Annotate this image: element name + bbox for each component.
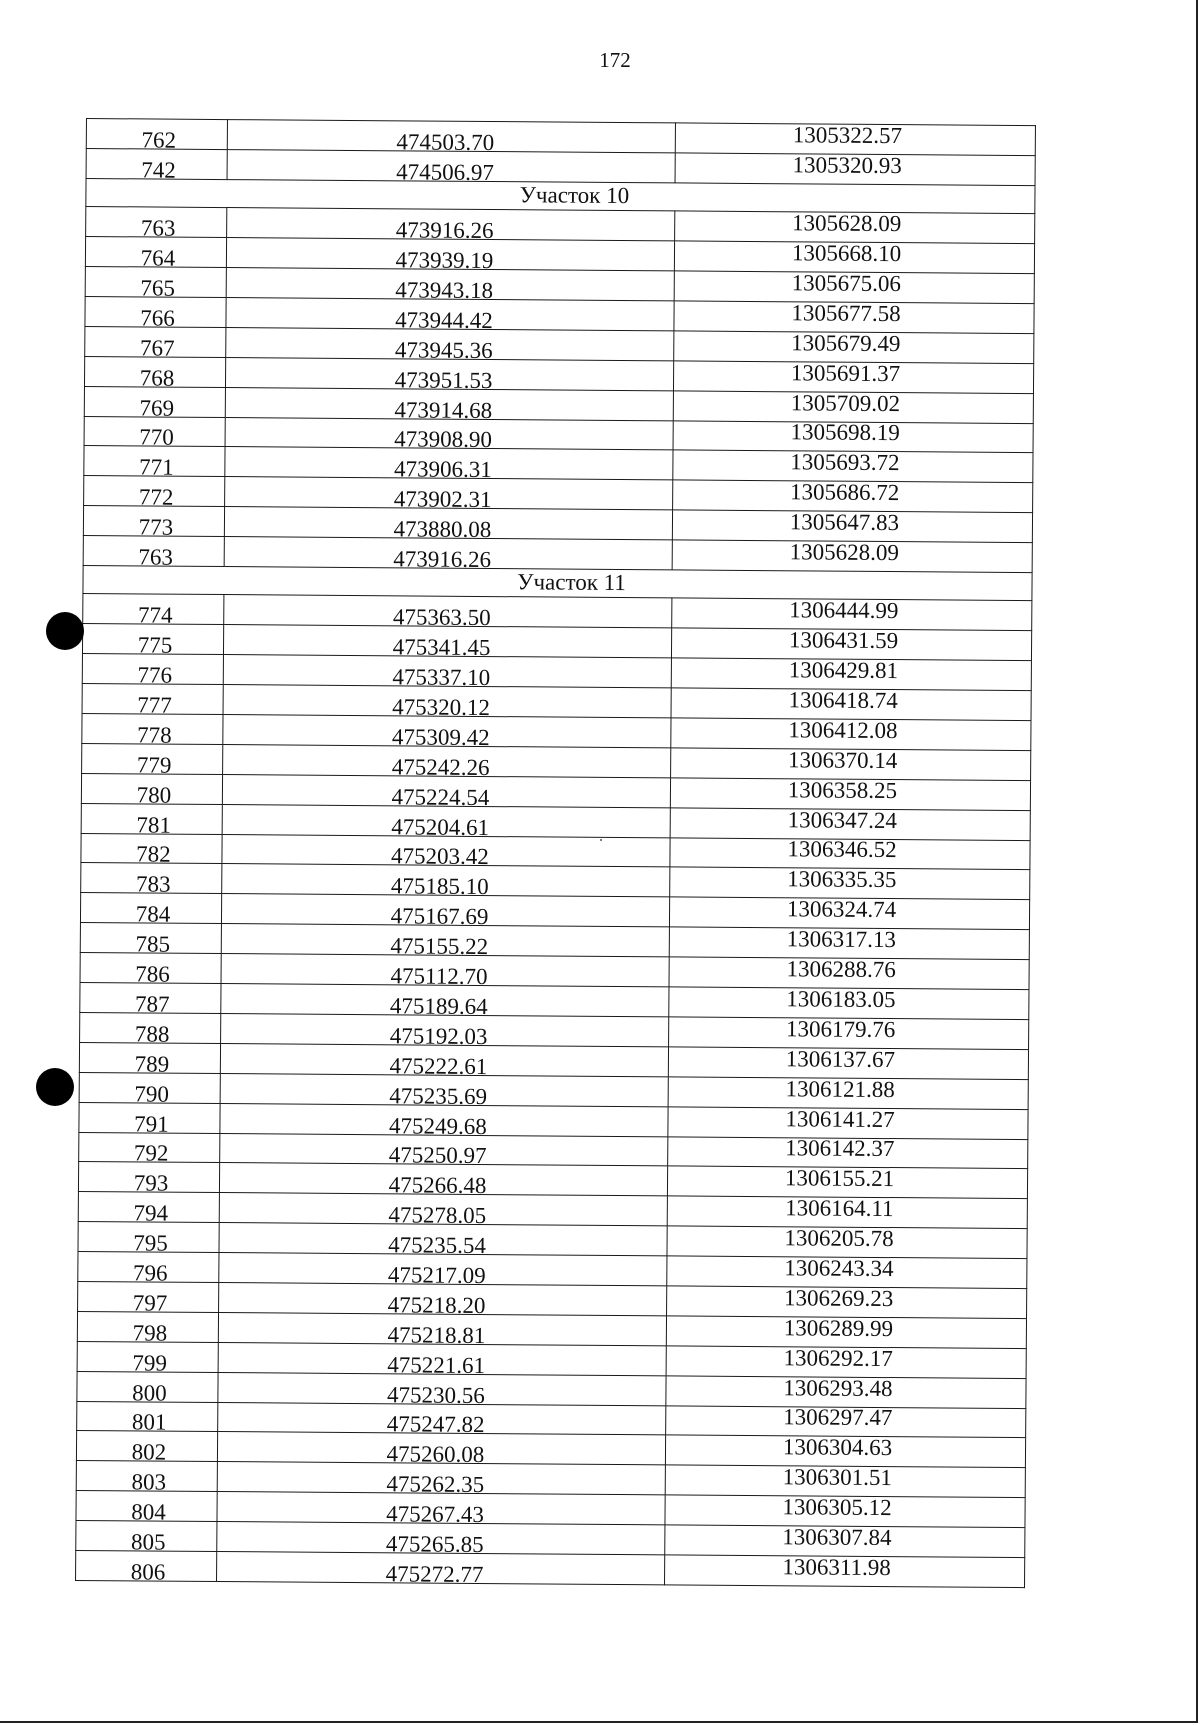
y-coordinate: 1305698.19	[790, 419, 900, 446]
point-number: 797	[132, 1290, 168, 1316]
point-number: 781	[136, 811, 172, 838]
point-number-cell	[81, 773, 222, 808]
y-coordinate: 1305647.83	[789, 509, 900, 536]
y-coordinate: 1306307.84	[782, 1524, 892, 1551]
y-coordinate-cell	[666, 1376, 1026, 1409]
x-coordinate: 475185.10	[390, 873, 489, 900]
point-number: 767	[139, 335, 175, 361]
x-coordinate: 475249.68	[388, 1112, 487, 1139]
point-number: 795	[133, 1230, 168, 1256]
y-coordinate: 1305628.09	[792, 210, 902, 237]
y-coordinate: 1306301.51	[782, 1464, 893, 1491]
y-coordinate-cell	[674, 241, 1034, 274]
y-coordinate-cell	[671, 628, 1031, 661]
point-number: 773	[138, 514, 174, 540]
y-coordinate: 1306418.74	[788, 687, 898, 714]
binder-hole	[36, 1068, 74, 1106]
y-coordinate: 1306243.34	[784, 1255, 894, 1282]
point-number-cell	[80, 1012, 221, 1047]
x-coordinate: 473939.19	[395, 247, 494, 274]
y-coordinate: 1306324.74	[786, 896, 897, 923]
point-number-cell	[80, 953, 221, 987]
x-coordinate: 473943.18	[395, 277, 494, 304]
y-coordinate-cell	[671, 718, 1031, 751]
point-number-cell	[84, 446, 225, 480]
y-coordinate: 1306346.52	[787, 836, 897, 863]
y-coordinate-cell	[672, 540, 1032, 573]
y-coordinate: 1306205.78	[784, 1225, 894, 1252]
y-coordinate: 1305677.58	[791, 300, 901, 326]
y-coordinate-cell	[673, 450, 1033, 483]
point-number-cell	[79, 1102, 220, 1137]
point-number: 805	[130, 1529, 166, 1555]
x-coordinate-cell	[227, 120, 675, 153]
point-number: 764	[140, 245, 176, 271]
y-coordinate-cell	[674, 301, 1034, 334]
x-coordinate: 475203.42	[390, 843, 489, 870]
point-number-cell	[82, 624, 223, 658]
y-coordinate: 1306431.59	[788, 627, 899, 654]
section-title: Участок 11	[517, 569, 626, 596]
x-coordinate: 475337.10	[392, 664, 491, 691]
x-coordinate: 473945.36	[394, 337, 493, 363]
y-coordinate-cell	[665, 1435, 1025, 1468]
point-number-cell	[83, 506, 224, 540]
point-number-cell	[82, 684, 223, 718]
point-number-cell	[79, 1132, 220, 1167]
point-number-cell	[82, 714, 223, 748]
y-coordinate-cell	[667, 1196, 1027, 1229]
point-number: 791	[134, 1110, 169, 1137]
y-coordinate: 1306121.88	[785, 1075, 895, 1102]
y-coordinate: 1306288.76	[786, 956, 896, 983]
point-number: 798	[132, 1320, 168, 1346]
y-coordinate-cell	[669, 1017, 1029, 1050]
x-coordinate: 475192.03	[389, 1023, 488, 1049]
point-number-cell	[80, 983, 221, 1017]
section-title: Участок 10	[519, 182, 630, 209]
x-coordinate: 475204.61	[391, 813, 490, 840]
point-number-cell	[77, 1401, 218, 1436]
y-coordinate: 1306289.99	[783, 1315, 894, 1341]
y-coordinate-cell	[667, 1256, 1027, 1289]
point-number: 777	[137, 692, 172, 718]
y-coordinate-cell	[671, 748, 1031, 781]
y-coordinate: 1306429.81	[788, 657, 899, 684]
y-coordinate-cell	[670, 867, 1030, 900]
point-number-cell	[86, 148, 227, 183]
x-coordinate: 475266.48	[388, 1172, 487, 1199]
x-coordinate: 475222.61	[389, 1053, 488, 1079]
point-number: 786	[135, 961, 170, 987]
point-number-cell	[85, 326, 226, 361]
point-number-cell	[84, 476, 225, 510]
x-coordinate: 475235.69	[389, 1082, 488, 1109]
x-coordinate: 475217.09	[387, 1262, 486, 1288]
y-coordinate: 1305691.37	[790, 359, 901, 386]
point-number-cell	[86, 119, 227, 153]
point-number: 766	[140, 305, 175, 331]
x-coordinate: 475265.85	[385, 1531, 484, 1557]
point-number-cell	[76, 1550, 217, 1585]
point-number-cell	[82, 654, 223, 688]
point-number: 765	[140, 275, 176, 301]
x-coordinate: 475155.22	[390, 933, 489, 960]
y-coordinate-cell	[669, 957, 1029, 990]
binder-hole	[46, 612, 84, 650]
page-number: 172	[599, 48, 631, 72]
point-number: 771	[139, 454, 174, 480]
y-coordinate: 1306137.67	[785, 1045, 896, 1072]
x-coordinate: 473908.90	[394, 426, 493, 453]
point-number-cell	[84, 356, 225, 391]
point-number-cell	[81, 803, 222, 838]
x-coordinate: 473916.26	[393, 546, 492, 573]
x-coordinate: 475272.77	[385, 1561, 484, 1587]
y-coordinate-cell	[667, 1226, 1027, 1259]
point-number: 742	[141, 157, 176, 183]
y-coordinate-cell	[675, 123, 1035, 156]
point-number-cell	[85, 267, 226, 301]
point-number: 776	[137, 662, 173, 688]
point-number: 763	[138, 544, 174, 570]
point-number: 778	[137, 722, 172, 748]
x-coordinate: 475260.08	[386, 1441, 485, 1468]
point-number-cell	[84, 416, 225, 451]
y-coordinate: 1306179.76	[785, 1016, 896, 1042]
point-number-cell	[76, 1461, 217, 1495]
y-coordinate: 1305668.10	[791, 240, 902, 267]
point-number: 770	[139, 424, 174, 451]
y-coordinate-cell	[674, 331, 1034, 364]
y-coordinate-cell	[672, 598, 1032, 631]
y-coordinate-cell	[666, 1346, 1026, 1379]
point-number-cell	[78, 1192, 219, 1226]
y-coordinate: 1306141.27	[785, 1105, 895, 1132]
x-coordinate: 475363.50	[392, 604, 491, 631]
y-coordinate: 1306183.05	[786, 986, 896, 1013]
x-coordinate: 475218.20	[387, 1292, 486, 1318]
point-number: 775	[137, 632, 173, 658]
y-coordinate-cell	[665, 1465, 1025, 1498]
y-coordinate-cell	[668, 1136, 1028, 1169]
point-number-cell	[83, 594, 224, 629]
x-coordinate-cell	[227, 208, 675, 244]
y-coordinate: 1305693.72	[790, 449, 900, 476]
y-coordinate: 1305322.57	[792, 122, 903, 149]
coordinates-table-wrapper	[75, 118, 1032, 1588]
x-coordinate: 475189.64	[389, 993, 488, 1019]
point-number-cell	[80, 923, 221, 957]
x-coordinate: 473902.31	[393, 486, 492, 513]
y-coordinate-cell	[666, 1316, 1026, 1349]
x-coordinate: 475224.54	[391, 784, 490, 810]
table-row	[76, 1550, 1025, 1587]
y-coordinate: 1306297.47	[783, 1404, 893, 1431]
y-coordinate: 1306164.11	[785, 1195, 894, 1222]
point-number: 792	[133, 1140, 169, 1167]
y-coordinate: 1306155.21	[784, 1165, 895, 1192]
x-coordinate: 474503.70	[396, 129, 495, 155]
x-coordinate: 475262.35	[386, 1471, 485, 1498]
x-coordinate: 474506.97	[396, 159, 495, 185]
point-number: 780	[136, 782, 172, 808]
point-number: 768	[139, 365, 175, 391]
coordinates-table	[75, 118, 1036, 1588]
y-coordinate-cell	[672, 510, 1032, 543]
point-number: 796	[132, 1260, 168, 1286]
point-number-cell	[81, 833, 222, 868]
point-number-cell	[78, 1252, 219, 1286]
point-number: 806	[130, 1559, 166, 1585]
y-coordinate: 1306444.99	[789, 597, 899, 624]
x-coordinate: 475278.05	[388, 1202, 487, 1229]
point-number-cell	[79, 1042, 220, 1077]
y-coordinate: 1305675.06	[791, 270, 901, 297]
y-coordinate: 1306311.98	[782, 1554, 891, 1580]
y-coordinate-cell	[668, 1077, 1028, 1110]
x-coordinate: 475218.81	[387, 1322, 486, 1348]
y-coordinate-cell	[669, 987, 1029, 1020]
point-number: 802	[131, 1439, 167, 1465]
y-coordinate: 1306358.25	[787, 776, 898, 803]
y-coordinate-cell	[665, 1525, 1025, 1558]
x-coordinate: 475341.45	[392, 634, 491, 661]
point-number-cell	[77, 1311, 218, 1346]
y-coordinate-cell	[675, 153, 1035, 186]
x-coordinate: 475242.26	[391, 754, 490, 780]
x-coordinate: 475235.54	[388, 1232, 487, 1259]
y-coordinate: 1305320.93	[792, 152, 902, 178]
y-coordinate-cell	[673, 480, 1033, 513]
x-coordinate: 475250.97	[388, 1142, 487, 1169]
x-coordinate: 475247.82	[386, 1411, 485, 1438]
x-coordinate: 473880.08	[393, 516, 492, 543]
x-coordinate: 473951.53	[394, 366, 493, 393]
y-coordinate-cell	[670, 837, 1030, 870]
x-coordinate: 475230.56	[386, 1381, 485, 1408]
y-coordinate-cell	[671, 658, 1031, 691]
y-coordinate-cell	[675, 211, 1035, 244]
point-number: 784	[135, 901, 171, 927]
coordinates-table-body	[76, 119, 1036, 1588]
point-number: 800	[132, 1379, 167, 1406]
y-coordinate: 1306335.35	[787, 866, 897, 893]
point-number: 763	[140, 215, 176, 241]
point-number-cell	[79, 1072, 220, 1107]
point-number-cell	[78, 1222, 219, 1256]
x-coordinate: 475267.43	[386, 1501, 484, 1528]
y-coordinate: 1306293.48	[783, 1374, 893, 1401]
point-number: 804	[131, 1499, 166, 1525]
y-coordinate: 1305709.02	[790, 389, 901, 416]
y-coordinate: 1306304.63	[782, 1434, 893, 1461]
y-coordinate-cell	[669, 927, 1029, 960]
point-number: 769	[139, 394, 175, 421]
y-coordinate-cell	[665, 1495, 1025, 1528]
y-coordinate-cell	[667, 1286, 1027, 1319]
scan-speck	[600, 839, 602, 841]
y-coordinate-cell	[668, 1047, 1028, 1080]
point-number: 799	[132, 1350, 168, 1376]
x-coordinate: 473944.42	[395, 307, 493, 333]
point-number: 803	[131, 1469, 167, 1495]
y-coordinate-cell	[666, 1405, 1026, 1438]
point-number: 772	[138, 484, 174, 510]
point-number-cell	[86, 207, 227, 241]
y-coordinate: 1306142.37	[785, 1135, 895, 1162]
point-number: 787	[135, 991, 170, 1017]
point-number-cell	[76, 1521, 217, 1555]
x-coordinate: 473916.26	[395, 217, 494, 244]
x-coordinate: 475309.42	[391, 724, 490, 750]
point-number-cell	[78, 1281, 219, 1316]
y-coordinate-cell	[673, 420, 1033, 453]
point-number-cell	[78, 1162, 219, 1196]
y-coordinate: 1305628.09	[789, 539, 899, 566]
x-coordinate: 473914.68	[394, 396, 493, 423]
x-coordinate: 475320.12	[392, 694, 491, 721]
point-number-cell	[85, 296, 226, 331]
y-coordinate-cell	[670, 808, 1030, 841]
point-number: 794	[133, 1200, 169, 1226]
y-coordinate: 1306347.24	[787, 806, 897, 833]
x-coordinate-cell	[224, 595, 672, 631]
point-number: 782	[136, 841, 171, 868]
point-number-cell	[83, 536, 224, 570]
y-coordinate-cell	[673, 361, 1033, 394]
point-number: 774	[137, 602, 173, 629]
y-coordinate-cell	[668, 1107, 1028, 1140]
point-number-cell	[77, 1371, 218, 1406]
y-coordinate-cell	[669, 897, 1029, 930]
point-number: 801	[131, 1409, 167, 1436]
point-number-cell	[84, 386, 225, 421]
point-number-cell	[82, 743, 223, 778]
point-number: 789	[134, 1051, 170, 1077]
y-coordinate-cell	[673, 391, 1033, 424]
y-coordinate-cell	[671, 688, 1031, 721]
point-number: 785	[135, 931, 171, 957]
y-coordinate: 1306292.17	[783, 1344, 893, 1371]
y-coordinate-cell	[667, 1166, 1027, 1199]
point-number: 779	[136, 752, 172, 778]
point-number: 783	[135, 871, 171, 898]
y-coordinate: 1305679.49	[791, 330, 901, 356]
point-number: 788	[134, 1021, 170, 1047]
point-number-cell	[76, 1431, 217, 1465]
y-coordinate-cell	[674, 271, 1034, 304]
point-number-cell	[80, 893, 221, 927]
y-coordinate-cell	[670, 778, 1030, 811]
y-coordinate: 1306412.08	[788, 717, 898, 744]
point-number: 793	[133, 1170, 169, 1196]
point-number-cell	[81, 863, 222, 898]
y-coordinate: 1306370.14	[787, 747, 898, 773]
x-coordinate: 475221.61	[387, 1351, 486, 1378]
point-number: 762	[141, 127, 177, 153]
point-number-cell	[85, 237, 226, 271]
x-coordinate: 475167.69	[390, 903, 489, 930]
point-number-cell	[76, 1491, 217, 1525]
y-coordinate: 1306305.12	[782, 1494, 892, 1521]
point-number: 790	[134, 1081, 170, 1107]
y-coordinate: 1306317.13	[786, 926, 897, 953]
x-coordinate: 475112.70	[390, 963, 488, 990]
x-coordinate: 473906.31	[393, 456, 492, 483]
point-number-cell	[77, 1341, 218, 1376]
y-coordinate: 1305686.72	[789, 479, 900, 506]
y-coordinate-cell	[665, 1555, 1025, 1588]
y-coordinate: 1306269.23	[783, 1285, 894, 1311]
